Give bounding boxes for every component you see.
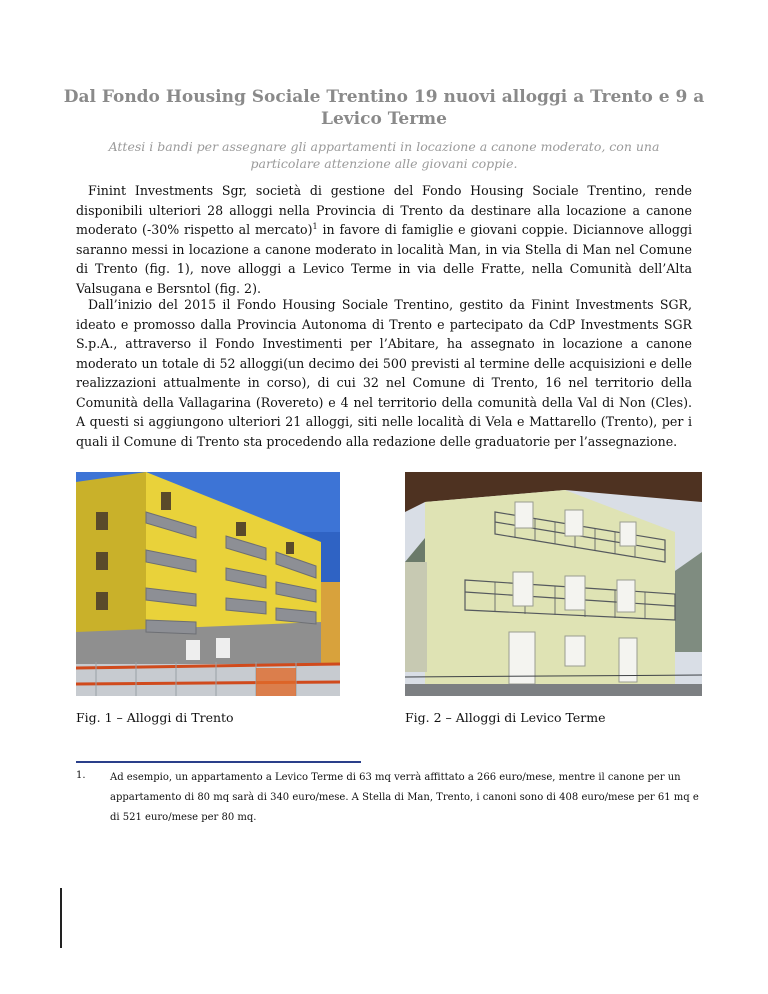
paragraph-2-text: Dall’inizio del 2015 il Fondo Housing Sociale Trentino, gestito da Finint Investments SGR, ideato e promosso dalla Provincia Autonoma di Trento e partecipato da CdP Investments SGR S.p.A., attraverso il Fondo Investimenti per l’Abitare, ha assegnato in locazione a canone moderato un totale di 52 alloggi(un decimo dei 500 previsti al termine delle acquisizioni e delle realizzazioni attualmente in corso), di cui 32 nel Comune di Trento, 16 nel territorio della Comunità della Vallagarina (Rovereto) e 4 nel territorio della comunità della Val di Non (Cles). A questi si aggiungono ulteriori 21 alloggi, siti nelle località di Vela e Mattarello (Trento), per i quali il Comune di Trento sta procedendo alla redazione delle graduatorie per l’assegnazione. (76, 297, 692, 449)
figure-1-caption: Fig. 1 – Alloggi di Trento (76, 710, 234, 725)
paragraph-1-text-continued: in favore di famiglie e giovani coppie. Diciannove alloggi saranno messi in locazione a canone moderato in località Man, in via Stella di Man nel Comune di Trento (fig. 1), nove alloggi a Levico Terme in via delle Fratte, nella Comunità dell’Alta Valsugana e Bersntol (fig. 2). (76, 222, 692, 296)
page-subtitle: Attesi i bandi per assegnare gli appartamenti in locazione a canone moderato, con una particolare attenzione alle giovani coppie. (108, 139, 660, 171)
footnote-separator (76, 761, 361, 763)
body-paragraph-1 (76, 181, 692, 298)
paragraph-1-text: Finint Investments Sgr, società di gestione del Fondo Housing Sociale Trentino, rende disponibili ulteriori 28 alloggi nella Provincia di Trento da destinare alla locazione a canone moderato (-30% rispetto al mercato) (76, 183, 692, 237)
page-title: Dal Fondo Housing Sociale Trentino 19 nuovi alloggi a Trento e 9 a Levico Terme (63, 87, 705, 129)
footnote-number: 1. (76, 770, 86, 781)
margin-line (60, 888, 62, 948)
footnote-text: Ad esempio, un appartamento a Levico Terme di 63 mq verrà affittato a 266 euro/mese, mentre il canone per un appartamento di 80 mq sarà di 340 euro/mese. A Stella di Man, Trento, i canoni sono di 408 euro/mese per 61 mq e di 521 euro/mese per 80 mq. (110, 772, 699, 823)
body-paragraph-2 (76, 295, 692, 451)
figure-2-caption: Fig. 2 – Alloggi di Levico Terme (405, 710, 606, 725)
figure-1-photo (76, 472, 340, 696)
figure-2-photo (405, 472, 702, 696)
footnote-reference[interactable]: 1 (312, 221, 318, 231)
